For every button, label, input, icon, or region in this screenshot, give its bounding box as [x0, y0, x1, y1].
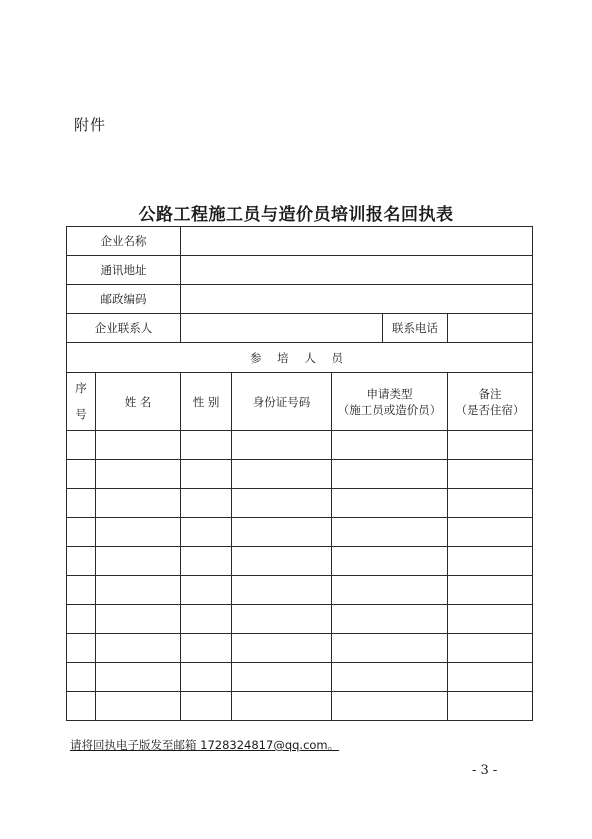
remark-cell[interactable]: [448, 518, 533, 547]
id-number-cell[interactable]: [232, 431, 332, 460]
gender-cell[interactable]: [181, 460, 232, 489]
participant-row: [67, 431, 533, 460]
participant-rows: [67, 431, 533, 721]
address-field[interactable]: [181, 256, 533, 285]
participant-row: [67, 547, 533, 576]
id-number-cell[interactable]: [232, 605, 332, 634]
attachment-label: 附件: [74, 116, 107, 134]
seq-cell[interactable]: [67, 692, 96, 721]
id-number-cell[interactable]: [232, 634, 332, 663]
name-cell[interactable]: [96, 518, 181, 547]
participant-row: [67, 460, 533, 489]
participant-row: [67, 489, 533, 518]
name-cell[interactable]: [96, 431, 181, 460]
id-number-cell[interactable]: [232, 489, 332, 518]
remark-cell[interactable]: [448, 547, 533, 576]
participant-row: [67, 576, 533, 605]
company-name-field[interactable]: [181, 227, 533, 256]
participant-row: [67, 634, 533, 663]
seq-cell[interactable]: [67, 576, 96, 605]
id-number-cell[interactable]: [232, 460, 332, 489]
company-name-label: 企业名称: [67, 227, 181, 256]
seq-cell[interactable]: [67, 431, 96, 460]
name-cell[interactable]: [96, 692, 181, 721]
participants-section-row: [67, 343, 533, 373]
id-number-cell[interactable]: [232, 692, 332, 721]
participant-row: [67, 663, 533, 692]
remark-cell[interactable]: [448, 460, 533, 489]
apply-type-cell[interactable]: [332, 634, 448, 663]
apply-type-cell[interactable]: [332, 547, 448, 576]
gender-cell[interactable]: [181, 692, 232, 721]
page-number: - 3 -: [472, 763, 498, 778]
postcode-row: [67, 285, 533, 314]
col-remark-header: [448, 373, 533, 431]
footer-note: 请将回执电子版发至邮箱 1728324817@qq.com。: [70, 738, 340, 752]
apply-type-cell[interactable]: [332, 692, 448, 721]
company-name-row: [67, 227, 533, 256]
apply-type-cell[interactable]: [332, 460, 448, 489]
gender-cell[interactable]: [181, 634, 232, 663]
apply-type-line2: （施工员或造价员）: [337, 402, 442, 417]
col-seq-header: 序 号: [67, 373, 96, 431]
name-cell[interactable]: [96, 547, 181, 576]
remark-cell[interactable]: [448, 576, 533, 605]
id-number-cell[interactable]: [232, 518, 332, 547]
apply-type-cell[interactable]: [332, 605, 448, 634]
apply-type-line1: 申请类型: [366, 386, 413, 401]
contact-person-field[interactable]: [181, 314, 383, 343]
seq-cell[interactable]: [67, 634, 96, 663]
postcode-label: 邮政编码: [67, 285, 181, 314]
seq-cell[interactable]: [67, 605, 96, 634]
name-cell[interactable]: [96, 634, 181, 663]
participant-row: [67, 518, 533, 547]
seq-cell[interactable]: [67, 460, 96, 489]
name-cell[interactable]: [96, 663, 181, 692]
gender-cell[interactable]: [181, 518, 232, 547]
gender-cell[interactable]: [181, 576, 232, 605]
name-cell[interactable]: [96, 576, 181, 605]
col-gender-header: 性 别: [181, 373, 232, 431]
gender-cell[interactable]: [181, 431, 232, 460]
page-title: 公路工程施工员与造价员培训报名回执表: [138, 205, 454, 225]
id-number-cell[interactable]: [232, 663, 332, 692]
apply-type-cell[interactable]: [332, 663, 448, 692]
participants-header-row: [67, 373, 533, 431]
seq-cell[interactable]: [67, 489, 96, 518]
col-name-header: 姓 名: [96, 373, 181, 431]
name-cell[interactable]: [96, 460, 181, 489]
col-id-number-header: 身份证号码: [232, 373, 332, 431]
postcode-field[interactable]: [181, 285, 533, 314]
contact-row: [67, 314, 533, 343]
participant-row: [67, 605, 533, 634]
contact-phone-field[interactable]: [448, 314, 533, 343]
name-cell[interactable]: [96, 489, 181, 518]
remark-line1: 备注: [478, 386, 502, 401]
remark-cell[interactable]: [448, 634, 533, 663]
apply-type-cell[interactable]: [332, 518, 448, 547]
participants-section-label: 参 培 人 员: [67, 343, 533, 373]
gender-cell[interactable]: [181, 663, 232, 692]
participant-row: [67, 692, 533, 721]
col-apply-type-header: [332, 373, 448, 431]
gender-cell[interactable]: [181, 489, 232, 518]
apply-type-cell[interactable]: [332, 431, 448, 460]
remark-cell[interactable]: [448, 605, 533, 634]
seq-cell[interactable]: [67, 547, 96, 576]
registration-form-table: [66, 226, 533, 721]
name-cell[interactable]: [96, 605, 181, 634]
seq-cell[interactable]: [67, 663, 96, 692]
id-number-cell[interactable]: [232, 547, 332, 576]
apply-type-cell[interactable]: [332, 489, 448, 518]
address-label: 通讯地址: [67, 256, 181, 285]
seq-cell[interactable]: [67, 518, 96, 547]
contact-person-label: 企业联系人: [67, 314, 181, 343]
remark-line2: （是否住宿）: [455, 402, 525, 417]
id-number-cell[interactable]: [232, 576, 332, 605]
gender-cell[interactable]: [181, 547, 232, 576]
remark-cell[interactable]: [448, 692, 533, 721]
contact-phone-label: 联系电话: [383, 314, 448, 343]
apply-type-cell[interactable]: [332, 576, 448, 605]
remark-cell[interactable]: [448, 663, 533, 692]
gender-cell[interactable]: [181, 605, 232, 634]
remark-cell[interactable]: [448, 489, 533, 518]
address-row: [67, 256, 533, 285]
remark-cell[interactable]: [448, 431, 533, 460]
